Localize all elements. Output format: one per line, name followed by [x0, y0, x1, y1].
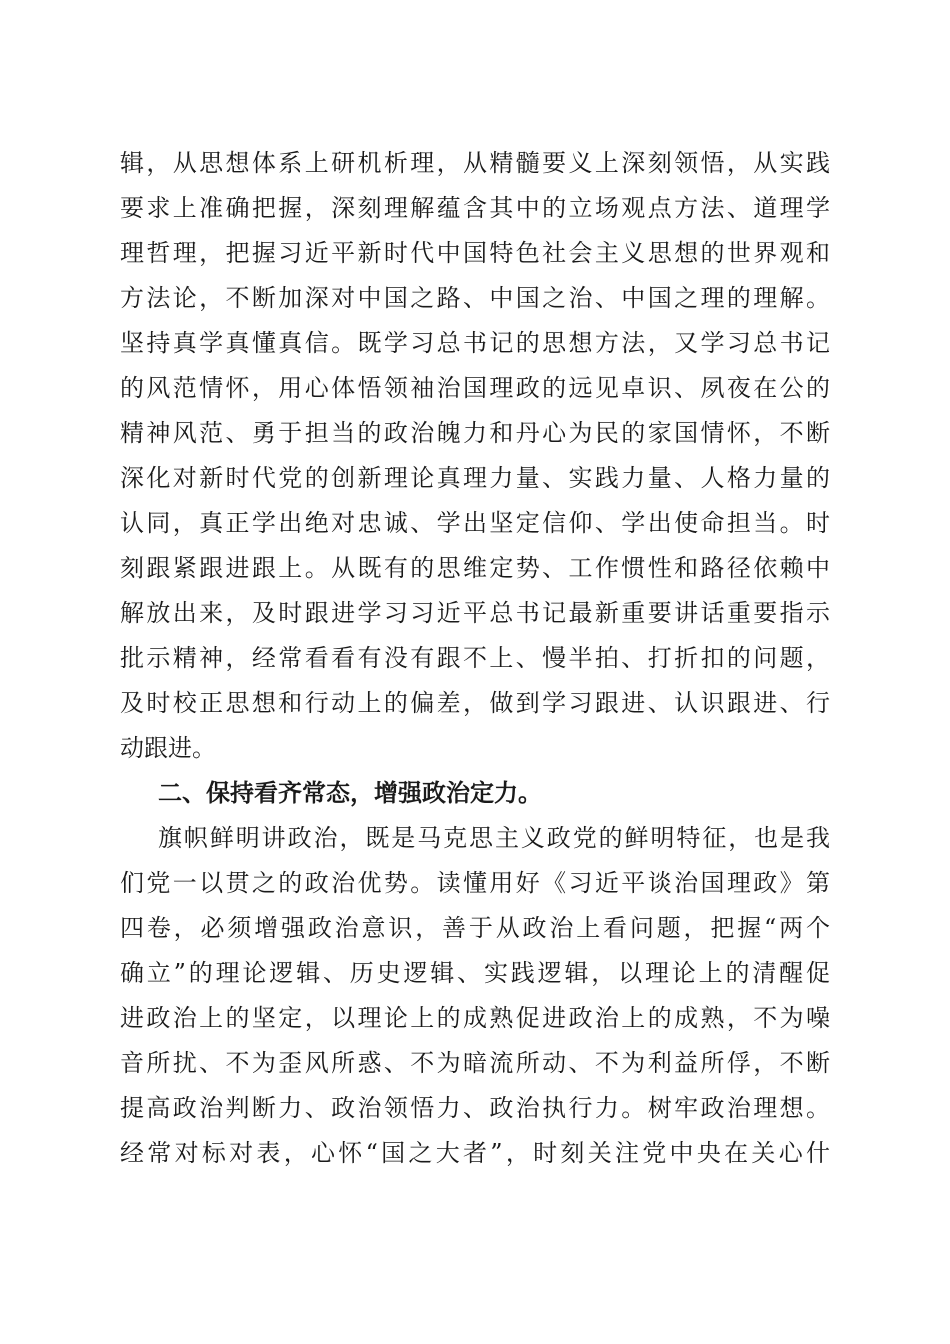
text-line: 认同，真正学出绝对忠诚、学出坚定信仰、学出使命担当。时 — [120, 509, 830, 537]
text-line: 辑，从思想体系上研机析理，从精髓要义上深刻领悟，从实践 — [120, 149, 830, 177]
text-line: 刻跟紧跟进跟上。从既有的思维定势、工作惯性和路径依赖中 — [120, 554, 830, 582]
text-line: 理哲理，把握习近平新时代中国特色社会主义思想的世界观和 — [120, 239, 830, 267]
text-line: 旗帜鲜明讲政治，既是马克思主义政党的鲜明特征，也是我 — [158, 824, 830, 852]
text-line: 经常对标对表，心怀“国之大者”，时刻关注党中央在关心什 — [120, 1139, 830, 1167]
text-line: 音所扰、不为歪风所惑、不为暗流所动、不为利益所俘，不断 — [120, 1049, 830, 1077]
text-line: 的风范情怀，用心体悟领袖治国理政的远见卓识、夙夜在公的 — [120, 374, 830, 402]
text-line: 要求上准确把握，深刻理解蕴含其中的立场观点方法、道理学 — [120, 194, 830, 222]
text-line: 确立”的理论逻辑、历史逻辑、实践逻辑，以理论上的清醒促 — [120, 959, 830, 987]
text-line: 四卷，必须增强政治意识，善于从政治上看问题，把握“两个 — [120, 914, 830, 942]
text-line: 方法论，不断加深对中国之路、中国之治、中国之理的理解。 — [120, 284, 830, 312]
text-line: 批示精神，经常看看有没有跟不上、慢半拍、打折扣的问题， — [120, 644, 830, 672]
text-line: 解放出来，及时跟进学习习近平总书记最新重要讲话重要指示 — [120, 599, 830, 627]
text-line: 提高政治判断力、政治领悟力、政治执行力。树牢政治理想。 — [120, 1094, 830, 1122]
text-line: 及时校正思想和行动上的偏差，做到学习跟进、认识跟进、行 — [120, 689, 830, 717]
paragraph-1 — [120, 141, 830, 771]
text-line: 进政治上的坚定，以理论上的成熟促进政治上的成熟，不为噪 — [120, 1004, 830, 1032]
text-line: 深化对新时代党的创新理论真理力量、实践力量、人格力量的 — [120, 464, 830, 492]
document-body — [120, 141, 830, 1176]
paragraph-2 — [120, 816, 830, 1176]
text-line: 们党一以贯之的政治优势。读懂用好《习近平谈治国理政》第 — [120, 869, 830, 897]
text-line: 坚持真学真懂真信。既学习总书记的思想方法，又学习总书记 — [120, 329, 830, 357]
section-heading: 二、保持看齐常态，增强政治定力。 — [158, 779, 542, 807]
text-line: 动跟进。 — [120, 734, 216, 762]
text-line: 精神风范、勇于担当的政治魄力和丹心为民的家国情怀，不断 — [120, 419, 830, 447]
